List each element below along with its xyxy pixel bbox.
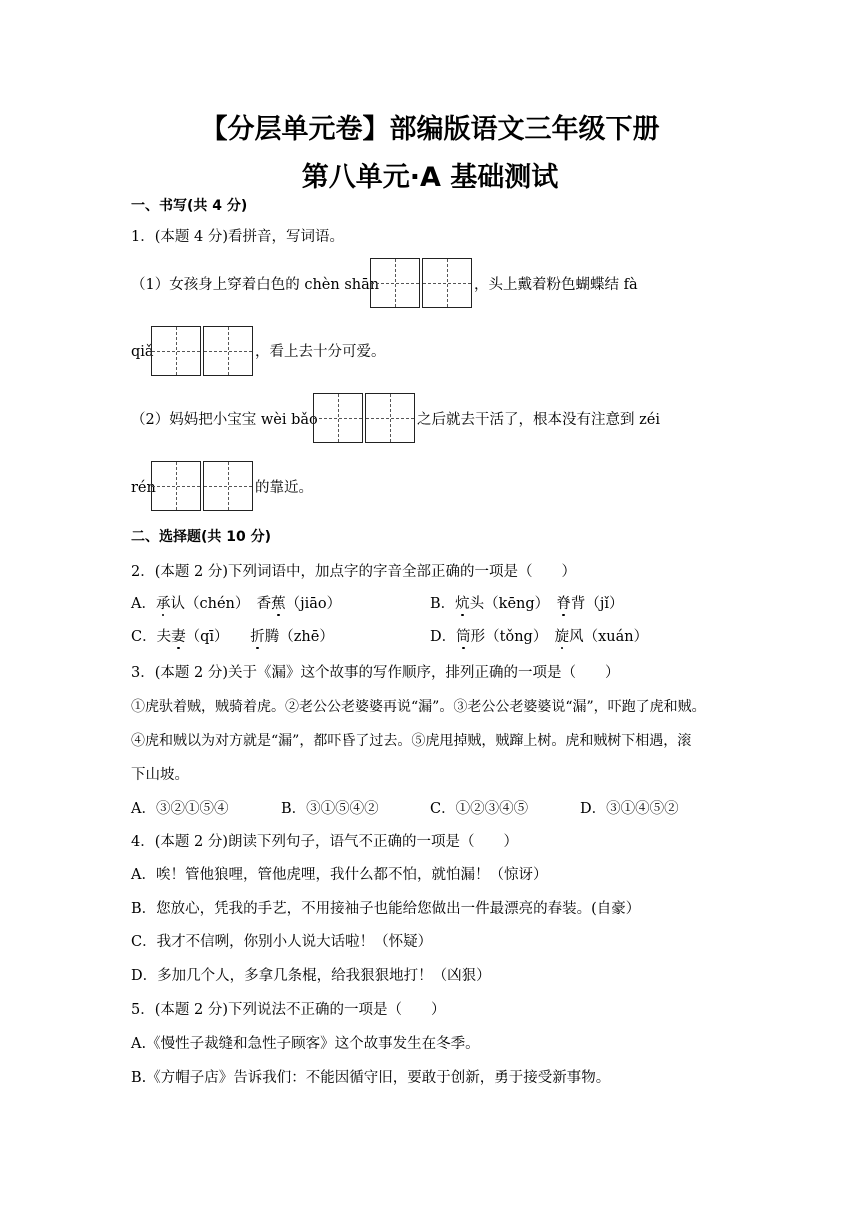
writing-grid-4[interactable] — [203, 326, 253, 376]
question-2-option-c[interactable]: C．夫妻（qī） 折腾（zhē） — [131, 629, 334, 645]
question-5-option-a[interactable]: A.《慢性子裁缝和急性子顾客》这个故事发生在冬季。 — [131, 1036, 480, 1052]
dotted-char: 炕 — [455, 596, 470, 612]
page-title: 【分层单元卷】部编版语文三年级下册 — [200, 114, 660, 145]
question-1-part-1-text-c: qiǎ — [131, 344, 154, 360]
question-5-stem: 5．(本题 2 分)下列说法不正确的一项是（ ） — [131, 1002, 446, 1018]
question-3-option-b[interactable]: B．③①⑤④② — [281, 801, 379, 817]
writing-grid-1[interactable] — [370, 258, 420, 308]
question-1-part-2-text-c: rén — [131, 480, 156, 496]
question-3-option-d[interactable]: D．③①④⑤② — [580, 801, 679, 817]
question-2-option-d[interactable]: D．筒形（tǒng） 旋风（xuán） — [430, 629, 649, 645]
question-3-option-a[interactable]: A．③②①⑤④ — [131, 801, 229, 817]
writing-grid-2[interactable] — [422, 258, 472, 308]
dotted-char: 折 — [250, 629, 265, 645]
question-3-option-c[interactable]: C．①②③④⑤ — [430, 801, 529, 817]
question-1-part-2-text-a: （2）妈妈把小宝宝 wèi bǎo — [131, 412, 318, 428]
dotted-char: 筒 — [456, 629, 471, 645]
dotted-char: 脊 — [556, 596, 571, 612]
question-3-line-3: 下山坡。 — [131, 767, 189, 783]
dotted-char: 承 — [155, 596, 171, 612]
question-2-option-a[interactable]: A．承认（chén） 香蕉（jiāo） — [131, 596, 342, 612]
section-heading-writing: 一、书写(共 4 分) — [131, 198, 248, 214]
dotted-char: 妻 — [171, 629, 186, 645]
question-3-stem: 3．(本题 2 分)关于《漏》这个故事的写作顺序，排列正确的一项是（ ） — [131, 665, 620, 681]
question-4-stem: 4．(本题 2 分)朗读下列句子，语气不正确的一项是（ ） — [131, 834, 518, 850]
writing-grid-3[interactable] — [151, 326, 201, 376]
writing-grid-5[interactable] — [313, 393, 363, 443]
question-1-part-1-text-d: ，看上去十分可爱。 — [255, 344, 386, 360]
section-heading-choice: 二、选择题(共 10 分) — [131, 529, 272, 545]
question-3-line-1: ①虎驮着贼，贼骑着虎。②老公公老婆婆再说“漏”。③老公公老婆婆说“漏”，吓跑了虎和贼。 — [131, 699, 706, 715]
question-5-option-b[interactable]: B.《方帽子店》告诉我们：不能因循守旧，要敢于创新，勇于接受新事物。 — [131, 1070, 611, 1086]
question-1-part-2-text-b: 之后就去干活了，根本没有注意到 zéi — [417, 412, 660, 428]
dotted-char: 蕉 — [271, 596, 286, 612]
question-4-option-b[interactable]: B．您放心，凭我的手艺，不用接袖子也能给您做出一件最漂亮的春装。(自豪） — [131, 901, 641, 917]
question-3-line-2: ④虎和贼以为对方就是“漏”，都吓昏了过去。⑤虎甩掉贼，贼蹿上树。虎和贼树下相遇，滚 — [131, 733, 692, 749]
question-2-option-b[interactable]: B．炕头（kēng） 脊背（jǐ） — [430, 596, 624, 612]
dotted-char: 旋 — [554, 629, 570, 645]
writing-grid-8[interactable] — [203, 461, 253, 511]
writing-grid-7[interactable] — [151, 461, 201, 511]
page-subtitle: 第八单元·A 基础测试 — [301, 162, 559, 193]
question-1-part-2-text-d: 的靠近。 — [255, 480, 313, 496]
question-1-stem: 1．(本题 4 分)看拼音，写词语。 — [131, 229, 344, 245]
writing-grid-6[interactable] — [365, 393, 415, 443]
question-4-option-d[interactable]: D．多加几个人，多拿几条棍，给我狠狠地打！（凶狠） — [131, 968, 491, 984]
question-1-part-1-text-a: （1）女孩身上穿着白色的 chèn shān — [131, 277, 380, 293]
question-4-option-c[interactable]: C．我才不信咧，你别小人说大话啦！（怀疑） — [131, 934, 433, 950]
question-2-stem: 2．(本题 2 分)下列词语中，加点字的字音全部正确的一项是（ ） — [131, 564, 576, 580]
question-1-part-1-text-b: ，头上戴着粉色蝴蝶结 fà — [474, 277, 638, 293]
question-4-option-a[interactable]: A．唉！管他狼哩，管他虎哩，我什么都不怕，就怕漏！（惊讶） — [131, 867, 548, 883]
